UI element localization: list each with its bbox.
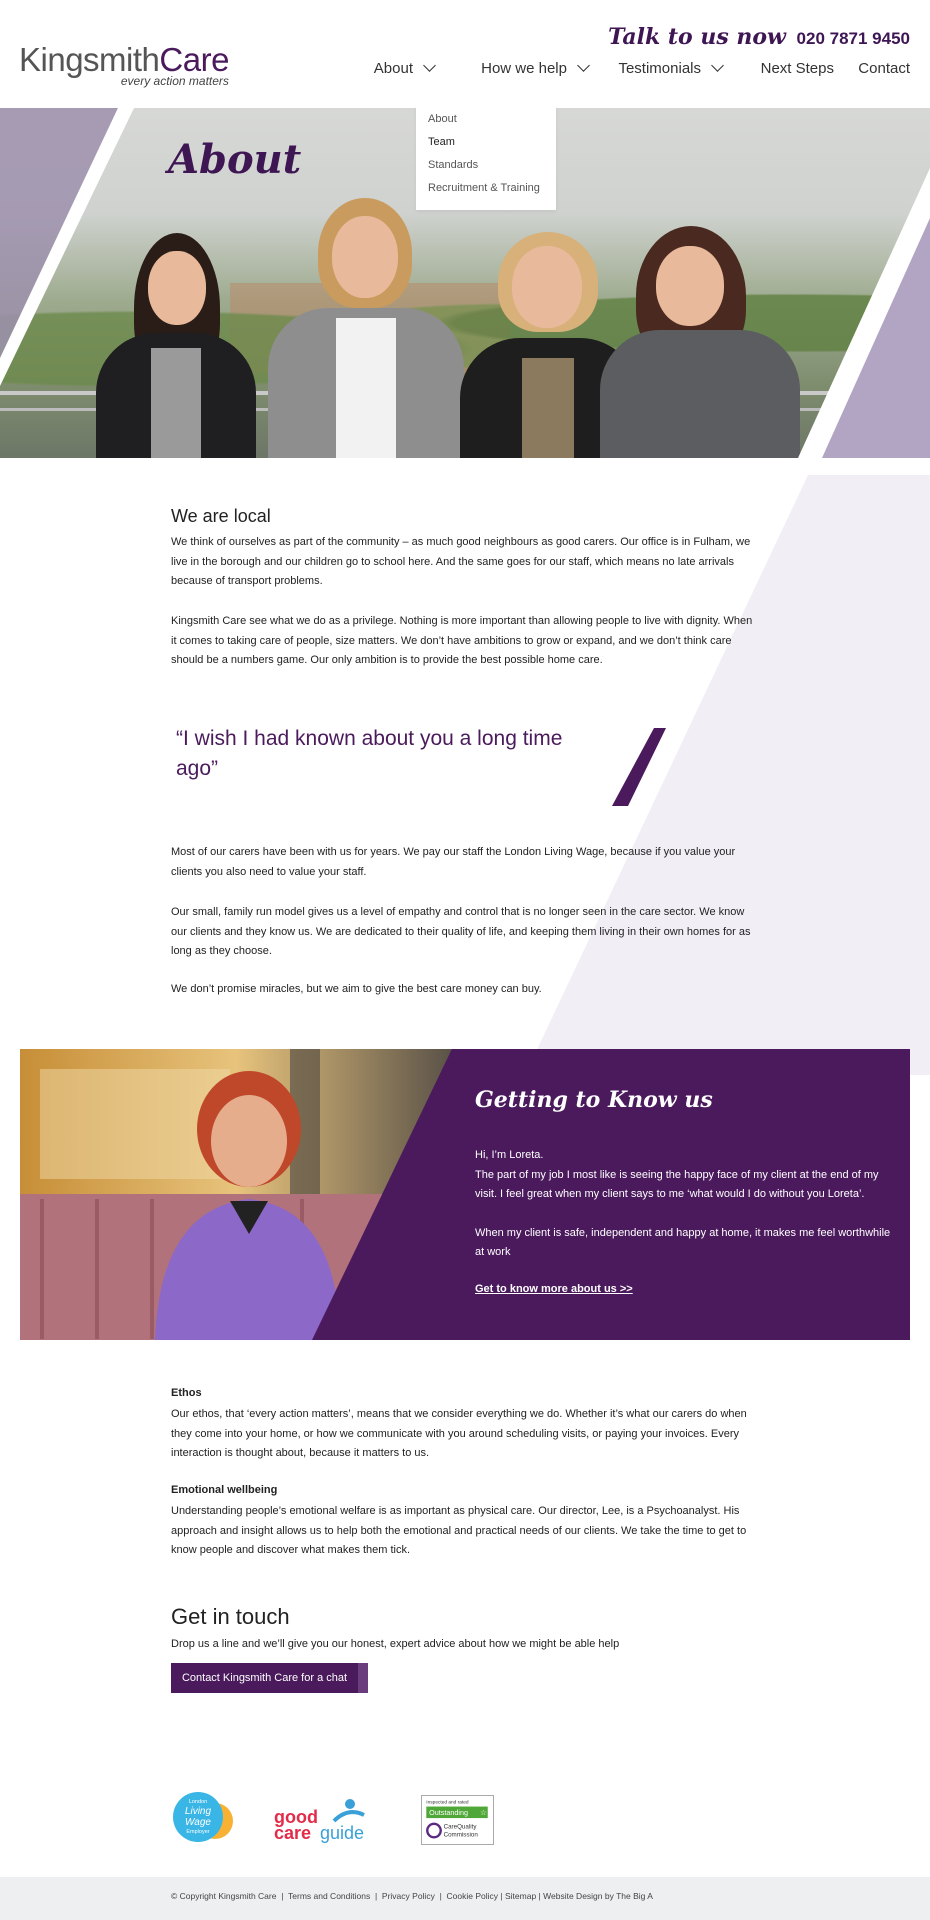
get-to-know-more-link[interactable]: Get to know more about us >> [475, 1283, 633, 1295]
ethos-text: Our ethos, that ‘every action matters’, means that we consider everything we do. Whether it’s what our carers do when they come into your home, or how we communicate with you around scheduling visits, or paying your invoices. Every interaction is thought about, because it matters to us. [171, 1408, 747, 1459]
site-logo[interactable] [19, 41, 229, 88]
get-in-touch-text: Drop us a line and we’ll give you our honest, expert advice about how we might be able help [171, 1638, 620, 1650]
cqc-text: Commission [443, 1831, 478, 1839]
carer-story-line: Hi, I’m Loreta. [475, 1149, 544, 1161]
carer-story [475, 1146, 895, 1263]
quote-accent-bar [610, 728, 672, 808]
contact-chat-button[interactable]: Contact Kingsmith Care for a chat [171, 1663, 368, 1693]
emotional-wellbeing-heading: Emotional wellbeing [171, 1484, 278, 1496]
about-dropdown-menu [416, 104, 556, 210]
good-care-guide-logo[interactable] [272, 1795, 382, 1845]
dropdown-item-team[interactable]: Team [428, 136, 455, 148]
nav-label: How we help [481, 59, 567, 77]
testimonial-quote: “I wish I had known about you a long time ago” [176, 727, 563, 780]
nav-item-testimonials[interactable] [618, 60, 722, 77]
chevron-down-icon [423, 59, 436, 72]
nav-item-next-steps[interactable] [761, 60, 834, 77]
dropdown-item-about[interactable]: About [428, 113, 457, 125]
carer-story-line: The part of my job I most like is seeing the happy face of my client at the end of my visit. I feel great when my client says to me ‘what would I do without you Loreta’. [475, 1168, 879, 1200]
dropdown-item-recruitment[interactable]: Recruitment & Training [428, 182, 540, 194]
lw-text: Employer [186, 1829, 210, 1835]
nav-label: Next Steps [760, 59, 834, 77]
lw-text: London [188, 1799, 208, 1805]
cqc-text: Outstanding [429, 1808, 468, 1818]
getting-to-know-us-heading: Getting to Know us [475, 1087, 713, 1113]
local-paragraph-1: We think of ourselves as part of the community – as much good neighbours as good carers. Our office is in Fulham, we live in the borough and our children go to school here. And the same goes for our staff, which means no late arrivals because of transport problems. [171, 536, 751, 587]
emotional-wellbeing-text: Understanding people’s emotional welfare is as important as physical care. Our director, Lee, is a Psychoanalyst. His approach and insight allows us to help both the emotional and practical needs of our clients. We take the time to get to know people and discover what makes them tick. [171, 1505, 747, 1556]
lw-text: Wage [185, 1817, 211, 1828]
phone-number-link[interactable]: 020 7871 9450 [796, 29, 910, 48]
more-paragraph-3: We don’t promise miracles, but we aim to give the best care money can buy. [171, 983, 542, 995]
star-icon: ☆ [480, 1808, 487, 1818]
nav-label: About [373, 59, 413, 77]
cqc-text: Inspected and rated [426, 1800, 469, 1806]
sitemap-link[interactable]: Sitemap [504, 1891, 537, 1901]
gcg-text: guide [320, 1823, 365, 1843]
cqc-text: CareQuality [443, 1823, 477, 1831]
nav-label: Contact [858, 59, 910, 77]
gcg-text: good [274, 1807, 318, 1827]
nav-item-how-we-help[interactable] [481, 60, 588, 77]
cqc-outstanding-logo[interactable] [421, 1795, 494, 1845]
page-title: About [168, 136, 302, 183]
nav-label: Testimonials [618, 59, 701, 77]
designer-link[interactable]: The Big A [616, 1891, 653, 1901]
section-heading-we-are-local: We are local [171, 506, 271, 526]
dropdown-item-standards[interactable]: Standards [428, 159, 479, 171]
privacy-link[interactable]: Privacy Policy [381, 1891, 435, 1901]
logo-wordmark: KingsmithCare [19, 41, 229, 78]
nav-item-contact[interactable] [858, 60, 910, 77]
chevron-down-icon [711, 59, 724, 72]
talk-to-us-label: Talk to us now [608, 24, 786, 50]
lw-text: Living [184, 1806, 212, 1817]
living-wage-logo[interactable] [171, 1791, 235, 1843]
more-paragraph-2: Our small, family run model gives us a level of empathy and control that is no longer seen in the care sector. We know our clients and they know us. We are dedicated to their quality of life, and keeping them living in their own homes for as long as they choose. [171, 906, 751, 957]
get-in-touch-heading: Get in touch [171, 1604, 290, 1629]
chevron-down-icon [577, 59, 590, 72]
footer-links: © Copyright Kingsmith Care | Terms and Conditions | Privacy Policy | Cookie Policy | Sitemap | Website Design by The Big A [171, 1891, 653, 1901]
gcg-text: care [274, 1823, 312, 1843]
cookie-link[interactable]: Cookie Policy [446, 1891, 499, 1901]
site-header [0, 0, 930, 108]
design-credit-text: Website Design by [543, 1891, 614, 1901]
ethos-heading: Ethos [171, 1387, 202, 1399]
site-footer [0, 1877, 930, 1920]
local-paragraph-2: Kingsmith Care see what we do as a privilege. Nothing is more important than allowing people to live with dignity. When it comes to taking care of people, size matters. We don’t have ambitions to grow or expand, and we don’t think care should be a numbers game. Our only ambition is to provide the best possible home care. [171, 615, 753, 666]
carer-story-line: When my client is safe, independent and happy at home, it makes me feel worthwhile at work [475, 1226, 891, 1258]
terms-link[interactable]: Terms and Conditions [288, 1891, 371, 1901]
getting-to-know-us-banner [20, 1049, 910, 1340]
logo-tagline: every action matters [120, 74, 229, 88]
more-paragraph-1: Most of our carers have been with us for years. We pay our staff the London Living Wage, because if you value your clients you also need to value your staff. [171, 846, 736, 878]
nav-item-about[interactable] [374, 60, 434, 77]
copyright-text: © Copyright Kingsmith Care [171, 1891, 277, 1901]
